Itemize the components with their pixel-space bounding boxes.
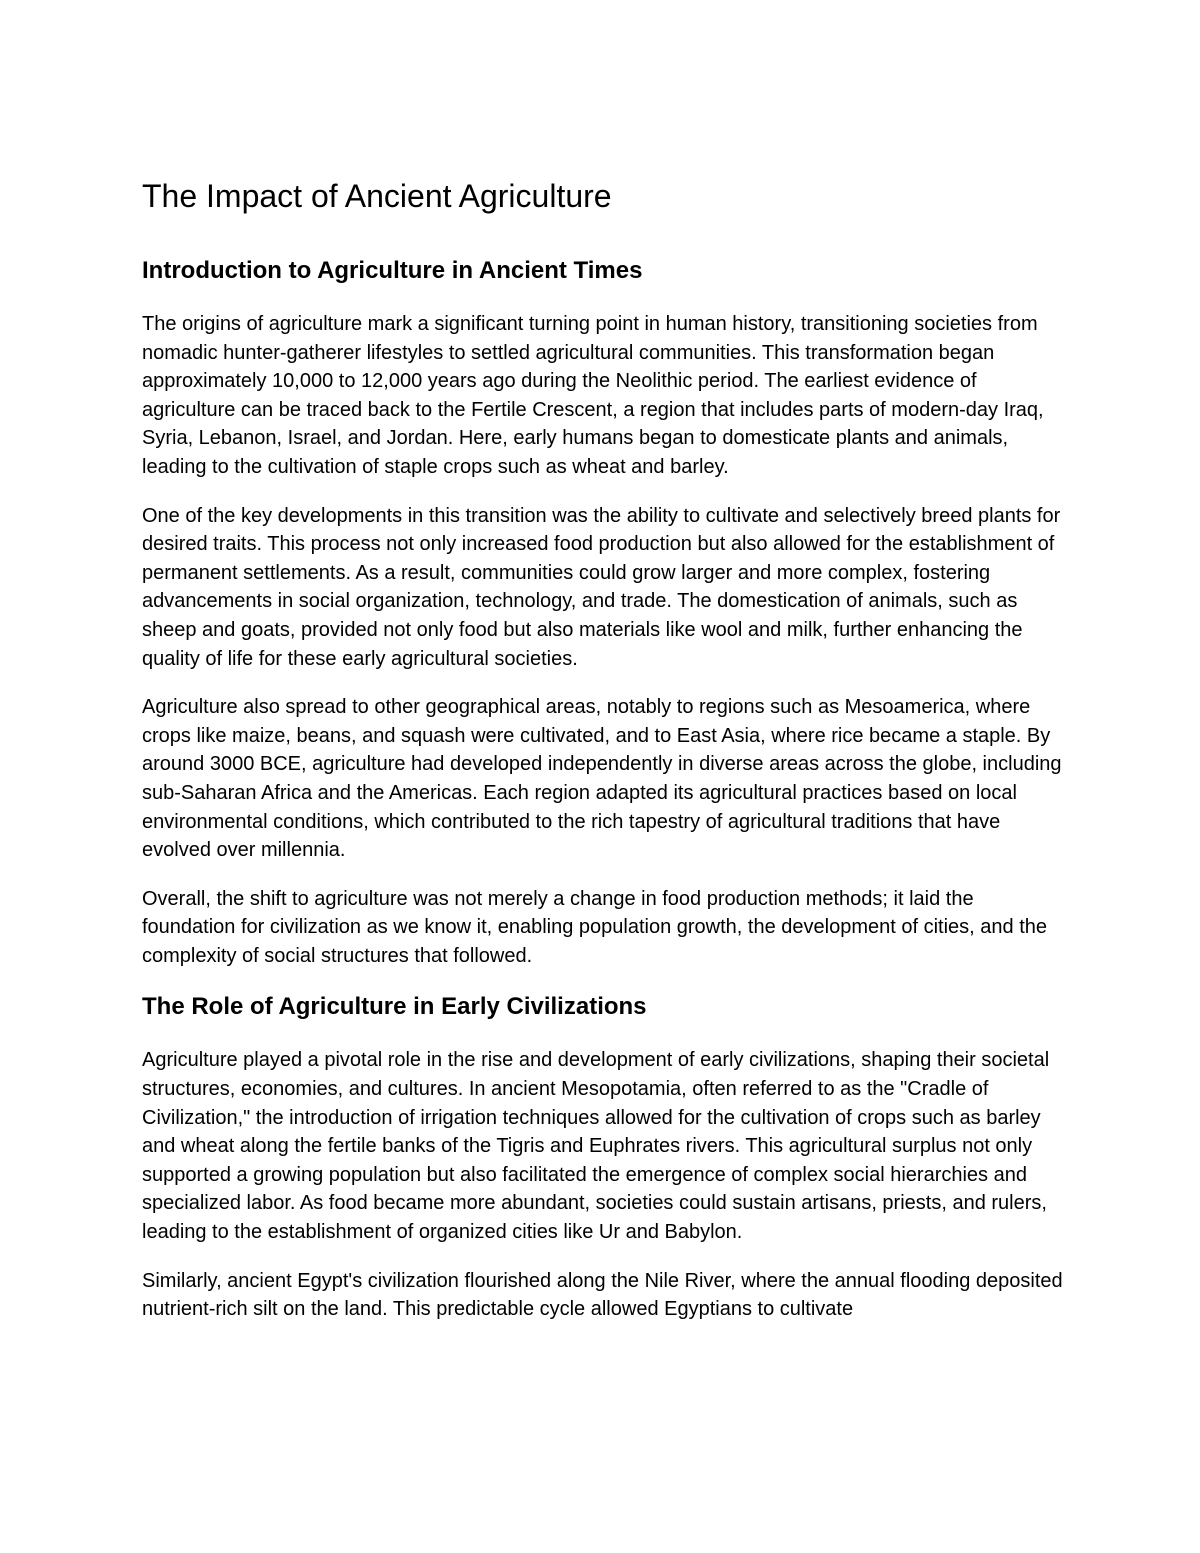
paragraph: Agriculture also spread to other geographical areas, notably to regions such as Mesoamerica, where crops like maize, beans, and squash were cultivated, and to East Asia, where rice became a staple. By around 3000 BCE, agriculture had developed independently in diverse areas across the globe, including sub-Saharan Africa and the Americas. Each region adapted its agricultural practices based on local environmental conditions, which contributed to the rich tapestry of agricultural traditions that have evolved over millennia. xyxy=(142,696,1062,862)
paragraph: Similarly, ancient Egypt's civilization flourished along the Nile River, where the annual flooding deposited nutrient-rich silt on the land. This predictable cycle allowed Egyptians to cultivate xyxy=(142,1269,1063,1321)
paragraph: The origins of agriculture mark a significant turning point in human history, transitioning societies from nomadic hunter-gatherer lifestyles to settled agricultural communities. This transformation began approximately 10,000 to 12,000 years ago during the Neolithic period. The earliest evidence of agriculture can be traced back to the Fertile Crescent, a region that includes parts of modern-day Iraq, Syria, Lebanon, Israel, and Jordan. Here, early humans began to domesticate plants and animals, leading to the cultivation of staple crops such as wheat and barley. xyxy=(142,313,1044,478)
section-heading: The Role of Agriculture in Early Civilizations xyxy=(142,993,647,1021)
section-heading: Introduction to Agriculture in Ancient Times xyxy=(142,257,643,284)
section-introduction xyxy=(142,254,1072,970)
paragraph: Overall, the shift to agriculture was not merely a change in food production methods; it laid the foundation for civilization as we know it, enabling population growth, the development of cities, and the complexity of social structures that followed. xyxy=(142,887,1047,967)
paragraph: One of the key developments in this transition was the ability to cultivate and selectively breed plants for desired traits. This process not only increased food production but also allowed for the establishment of permanent settlements. As a result, communities could grow larger and more complex, fostering advancements in social organization, technology, and trade. The domestication of animals, such as sheep and goats, provided not only food but also materials like wool and milk, further enhancing the quality of life for these early agricultural societies. xyxy=(142,504,1061,670)
document-title: The Impact of Ancient Agriculture xyxy=(142,178,612,214)
section-role-of-agriculture xyxy=(142,990,1072,1323)
document-page xyxy=(142,172,1072,1344)
paragraph: Agriculture played a pivotal role in the rise and development of early civilizations, shaping their societal structures, economies, and cultures. In ancient Mesopotamia, often referred to as the "Cradle of Civilization," the introduction of irrigation techniques allowed for the cultivation of crops such as barley and wheat along the fertile banks of the Tigris and Euphrates rivers. This agricultural surplus not only supported a growing population but also facilitated the emergence of complex social hierarchies and specialized labor. As food became more abundant, societies could sustain artisans, priests, and rulers, leading to the establishment of organized cities like Ur and Babylon. xyxy=(142,1049,1050,1244)
